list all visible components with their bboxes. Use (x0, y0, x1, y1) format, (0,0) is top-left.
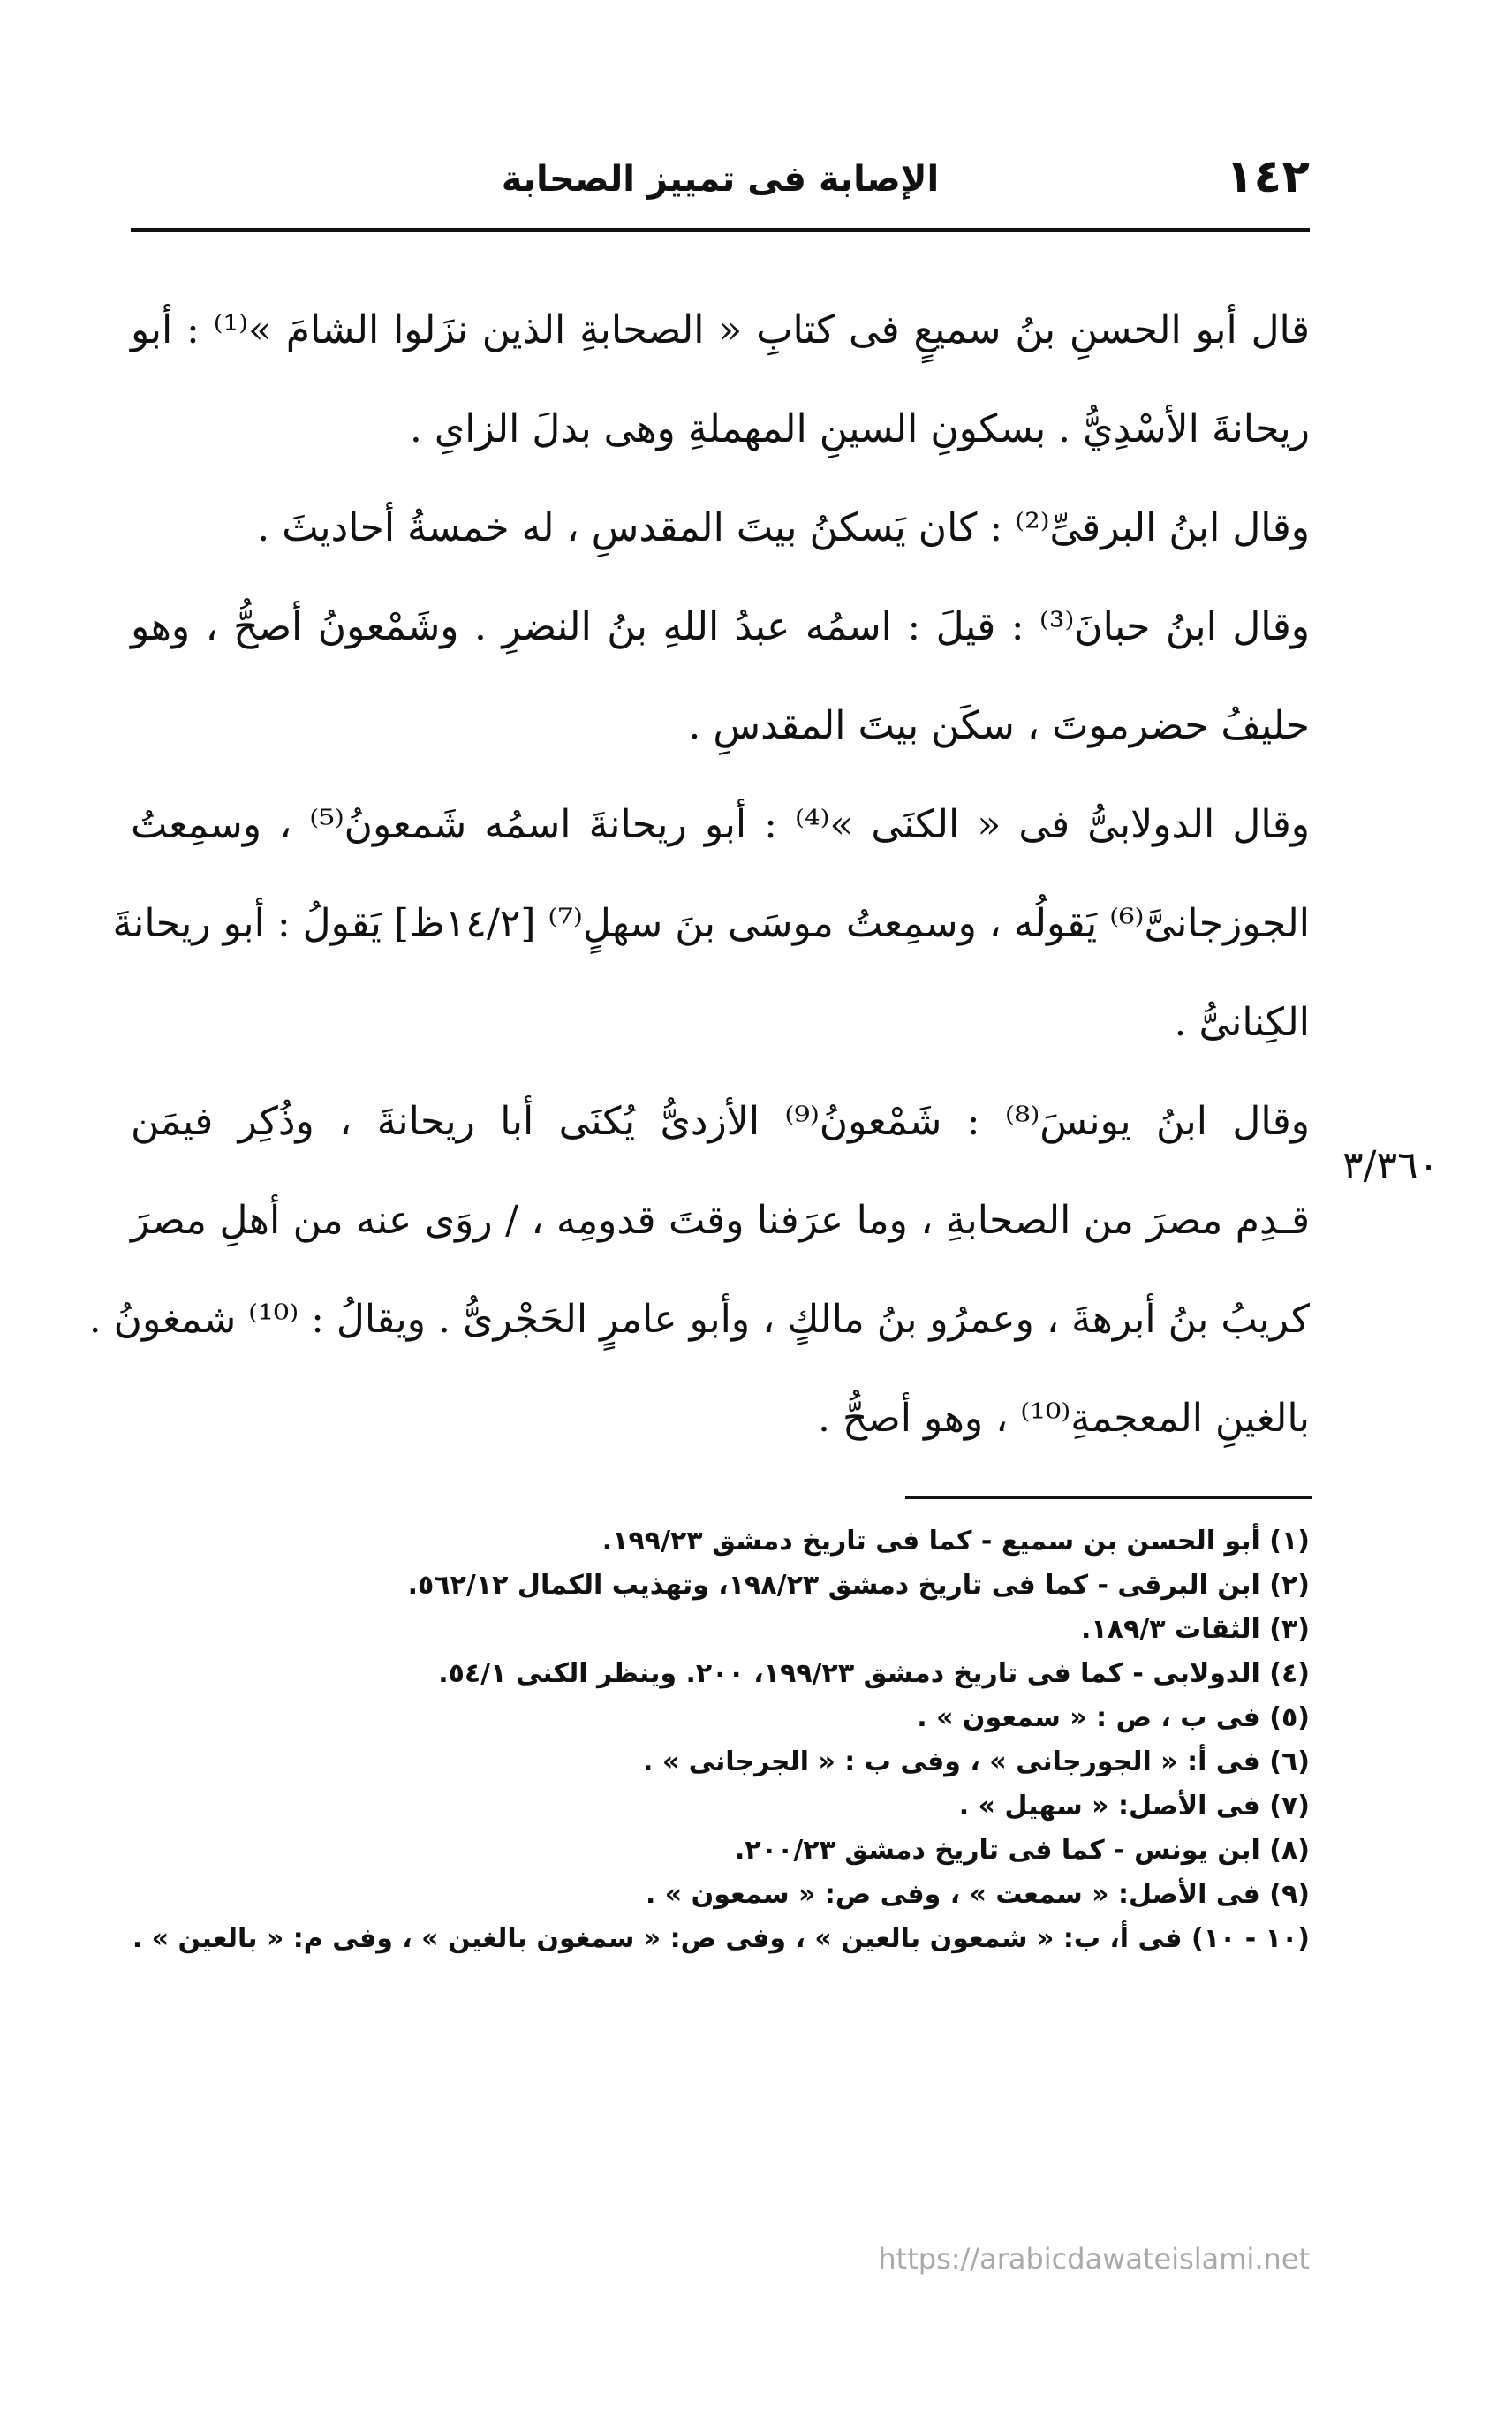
text-line: الجوزجانىَّ⁽⁶⁾ يَقولُه ، وسمِعتُ موسَى بنَ سهلٍ⁽⁷⁾ [١٤/٢ظ] يَقولُ : أبو ريحانةَ (112, 901, 1310, 946)
paragraph (112, 776, 1311, 1072)
footnote-separator (905, 1496, 1312, 1499)
footnote: (٩) فى الأصل: « سمعت » ، وفى ص: « سمعون » . (645, 1879, 1310, 1910)
running-title: الإصابة فى تمييز الصحابة (501, 159, 940, 200)
footnote: (٣) الثقات ١٨٩/٣. (1080, 1614, 1310, 1645)
watermark-url: https://arabicdawateislami.net (878, 2242, 1310, 2276)
footnote: (١٠ - ١٠) فى أ، ب: « شمعون بالعين » ، وفى ص: « سمغون بالغين » ، وفى م: « بالعين » . (132, 1923, 1310, 1954)
text-line: وقال ابنُ حبانَ⁽³⁾ : قيلَ : اسمُه عبدُ اللهِ بنُ النضرِ . وشَمْعونُ أصحُّ ، وهو (131, 604, 1310, 649)
text-line: الكِنانىُّ . (1174, 1000, 1310, 1045)
text-line: كريبُ بنُ أبرهةَ ، وعمرُو بنُ مالكٍ ، وأبو عامرٍ الحَجْرىُّ . ويقالُ : ⁽¹⁰⁾ شمغونُ . (88, 1297, 1310, 1342)
footnote: (٦) فى أ: « الجورجانى » ، وفى ب : « الجرجانى » . (643, 1746, 1310, 1777)
paragraph (88, 1072, 1311, 1468)
text-line: قـدِم مصرَ من الصحابةِ ، وما عرَفنا وقتَ قدومِه ، / روَى عنه من أهلِ مصرَ (131, 1198, 1310, 1243)
paragraph (131, 479, 1310, 578)
footnote: (٤) الدولابى - كما فى تاريخ دمشق ١٩٩/٢٣، ٢٠٠. وينظر الكنى ٥٤/١. (438, 1658, 1310, 1689)
page-number: ١٤٢ (1225, 150, 1310, 203)
page-header (131, 133, 1310, 221)
footnote: (١) أبو الحسن بن سميع - كما فى تاريخ دمشق ١٩٩/٢٣. (601, 1526, 1310, 1557)
text-line: وقال ابنُ البرقىِّ⁽²⁾ : كان يَسكنُ بيتَ المقدسِ ، له خمسةُ أحاديثَ . (257, 505, 1310, 550)
footnote: (٧) فى الأصل: « سهيل » . (958, 1791, 1310, 1822)
text-line: ريحانةَ الأسْدِيُّ . بسكونِ السينِ المهملةِ وهى بدلَ الزاىِ . (409, 406, 1310, 451)
paragraph (131, 578, 1310, 776)
text-line: قال أبو الحسنِ بنُ سميعٍ فى كتابِ « الصحابةِ الذين نزَلوا الشامَ »⁽¹⁾ : أبو (131, 307, 1310, 352)
footnote: (٢) ابن البرقى - كما فى تاريخ دمشق ١٩٨/٢٣، وتهذيب الكمال ٥٦٢/١٢. (407, 1570, 1310, 1601)
paragraph (131, 281, 1310, 479)
footnote: (٥) فى ب ، ص : « سمعون » . (917, 1702, 1310, 1733)
header-rule (131, 228, 1310, 232)
text-line: بالغينِ المعجمةِ⁽¹⁰⁾ ، وهو أصحُّ . (818, 1396, 1310, 1441)
text-line: وقال الدولابىُّ فى « الكنَى »⁽⁴⁾ : أبو ريحانةَ اسمُه شَمعونُ⁽⁵⁾ ، وسمِعتُ (131, 802, 1311, 847)
main-text (88, 281, 1311, 1468)
margin-reference: ٣/٣٦٠ (1342, 1143, 1440, 1188)
text-line: حليفُ حضرموتَ ، سكَن بيتَ المقدسِ . (688, 703, 1310, 748)
footnotes (131, 1519, 1310, 1961)
text-line: وقال ابنُ يونسَ⁽⁸⁾ : شَمْعونُ⁽⁹⁾ الأزدىُّ يُكنَى أبا ريحانةَ ، وذُكِر فيمَن (131, 1099, 1311, 1144)
footnote: (٨) ابن يونس - كما فى تاريخ دمشق ٢٠٠/٢٣. (734, 1835, 1310, 1866)
